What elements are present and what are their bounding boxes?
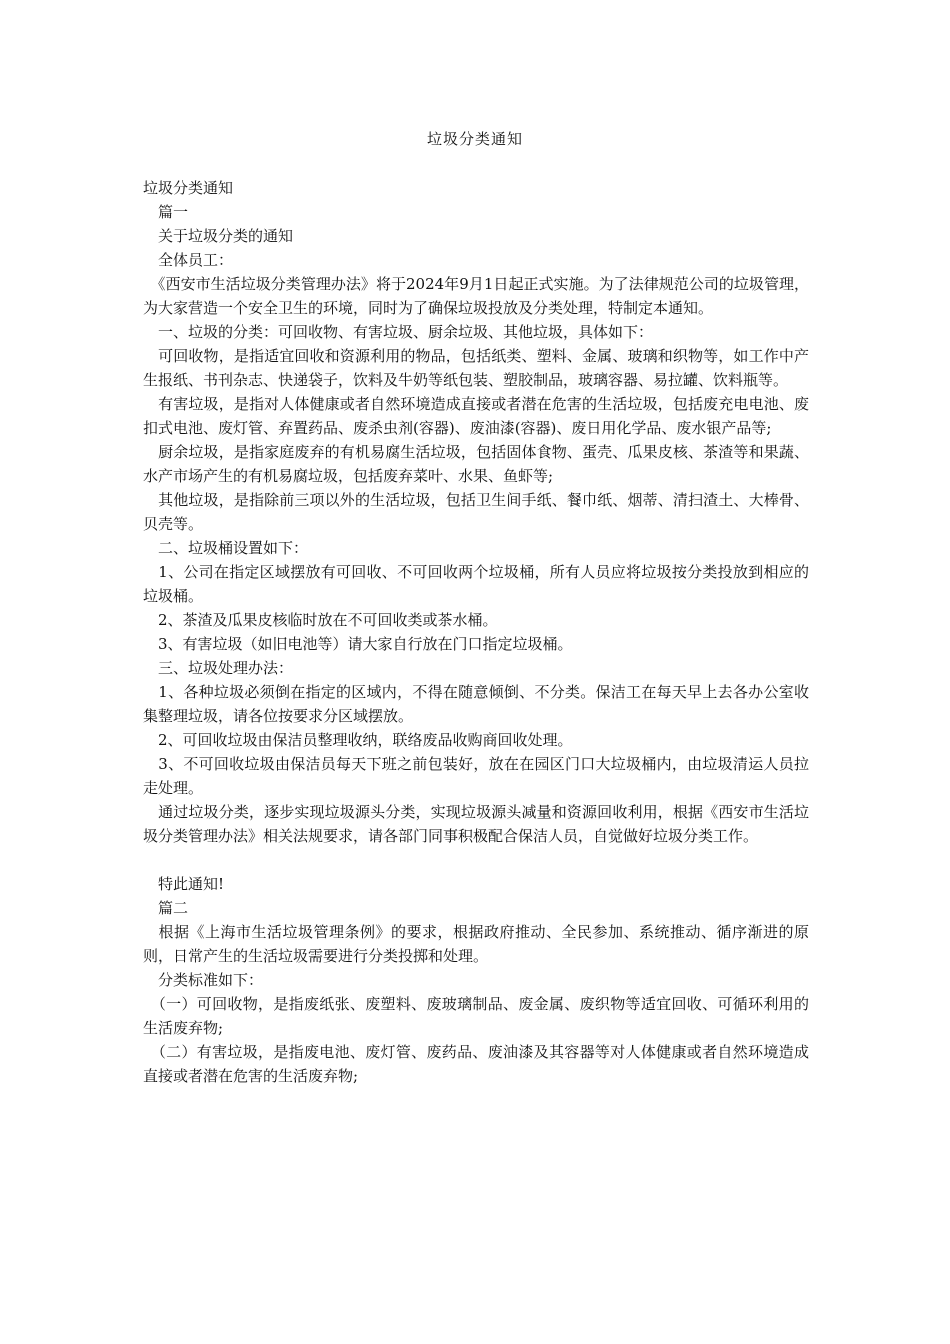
body-paragraph: 分类标准如下：	[143, 971, 264, 989]
body-paragraph: 全体员工：	[143, 251, 234, 269]
body-paragraph: 篇二	[143, 899, 189, 917]
body-paragraph: 1、各种垃圾必须倒在指定的区域内，不得在随意倾倒、不分类。保洁工在每天早上去各办公室收集整理垃圾，请各位按要求分区域摆放。	[143, 683, 809, 725]
body-paragraph: 根据《上海市生活垃圾管理条例》的要求，根据政府推动、全民参加、系统推动、循序渐进的原则，日常产生的生活垃圾需要进行分类投掷和处理。	[143, 923, 809, 965]
body-paragraph: 其他垃圾，是指除前三项以外的生活垃圾，包括卫生间手纸、餐巾纸、烟蒂、清扫渣土、大棒骨、贝壳等。	[143, 491, 809, 533]
body-paragraph: 二、垃圾桶设置如下：	[143, 539, 309, 557]
body-paragraph: 2、可回收垃圾由保洁员整理收纳，联络废品收购商回收处理。	[143, 731, 573, 749]
body-paragraph: 3、不可回收垃圾由保洁员每天下班之前包装好，放在在园区门口大垃圾桶内，由垃圾清运人员拉走处理。	[143, 755, 809, 797]
body-paragraph: 《西安市生活垃圾分类管理办法》将于2024年9月1日起正式实施。为了法律规范公司的垃圾管理，为大家营造一个安全卫生的环境，同时为了确保垃圾投放及分类处理，特制定本通知。	[143, 275, 809, 317]
body-paragraph: 2、茶渣及瓜果皮核临时放在不可回收类或茶水桶。	[143, 611, 498, 629]
body-paragraph: （二）有害垃圾，是指废电池、废灯管、废药品、废油漆及其容器等对人体健康或者自然环境造成直接或者潜在危害的生活废弃物;	[143, 1043, 809, 1085]
body-paragraph: 三、垃圾处理办法：	[143, 659, 294, 677]
body-paragraph: 关于垃圾分类的通知	[143, 227, 294, 245]
document-body	[143, 176, 809, 1088]
body-paragraph: 一、垃圾的分类：可回收物、有害垃圾、厨余垃圾、其他垃圾，具体如下：	[143, 323, 654, 341]
document-title: 垃圾分类通知	[426, 130, 523, 148]
body-paragraph: 可回收物，是指适宜回收和资源利用的物品，包括纸类、塑料、金属、玻璃和织物等，如工作中产生报纸、书刊杂志、快递袋子，饮料及牛奶等纸包装、塑胶制品，玻璃容器、易拉罐、饮料瓶等。	[143, 347, 809, 389]
body-paragraph: （一）可回收物，是指废纸张、废塑料、废玻璃制品、废金属、废织物等适宜回收、可循环利用的生活废弃物;	[143, 995, 809, 1037]
body-paragraph: 1、公司在指定区域摆放有可回收、不可回收两个垃圾桶，所有人员应将垃圾按分类投放到相应的垃圾桶。	[143, 563, 809, 605]
body-paragraph: 通过垃圾分类，逐步实现垃圾源头分类，实现垃圾源头减量和资源回收利用，根据《西安市生活垃圾分类管理办法》相关法规要求，请各部门同事积极配合保洁人员，自觉做好垃圾分类工作。	[143, 803, 809, 845]
body-paragraph: 篇一	[143, 203, 189, 221]
body-paragraph: 厨余垃圾，是指家庭废弃的有机易腐生活垃圾，包括固体食物、蛋壳、瓜果皮核、茶渣等和果蔬、水产市场产生的有机易腐垃圾，包括废弃菜叶、水果、鱼虾等;	[143, 443, 809, 485]
body-paragraph	[143, 848, 809, 872]
body-paragraph: 3、有害垃圾（如旧电池等）请大家自行放在门口指定垃圾桶。	[143, 635, 573, 653]
body-paragraph: 有害垃圾，是指对人体健康或者自然环境造成直接或者潜在危害的生活垃圾，包括废充电电池、废扣式电池、废灯管、弃置药品、废杀虫剂(容器)、废油漆(容器)、废日用化学品、废水银产品等;	[143, 395, 809, 437]
body-paragraph: 垃圾分类通知	[143, 179, 234, 197]
body-paragraph: 特此通知!	[143, 875, 225, 893]
